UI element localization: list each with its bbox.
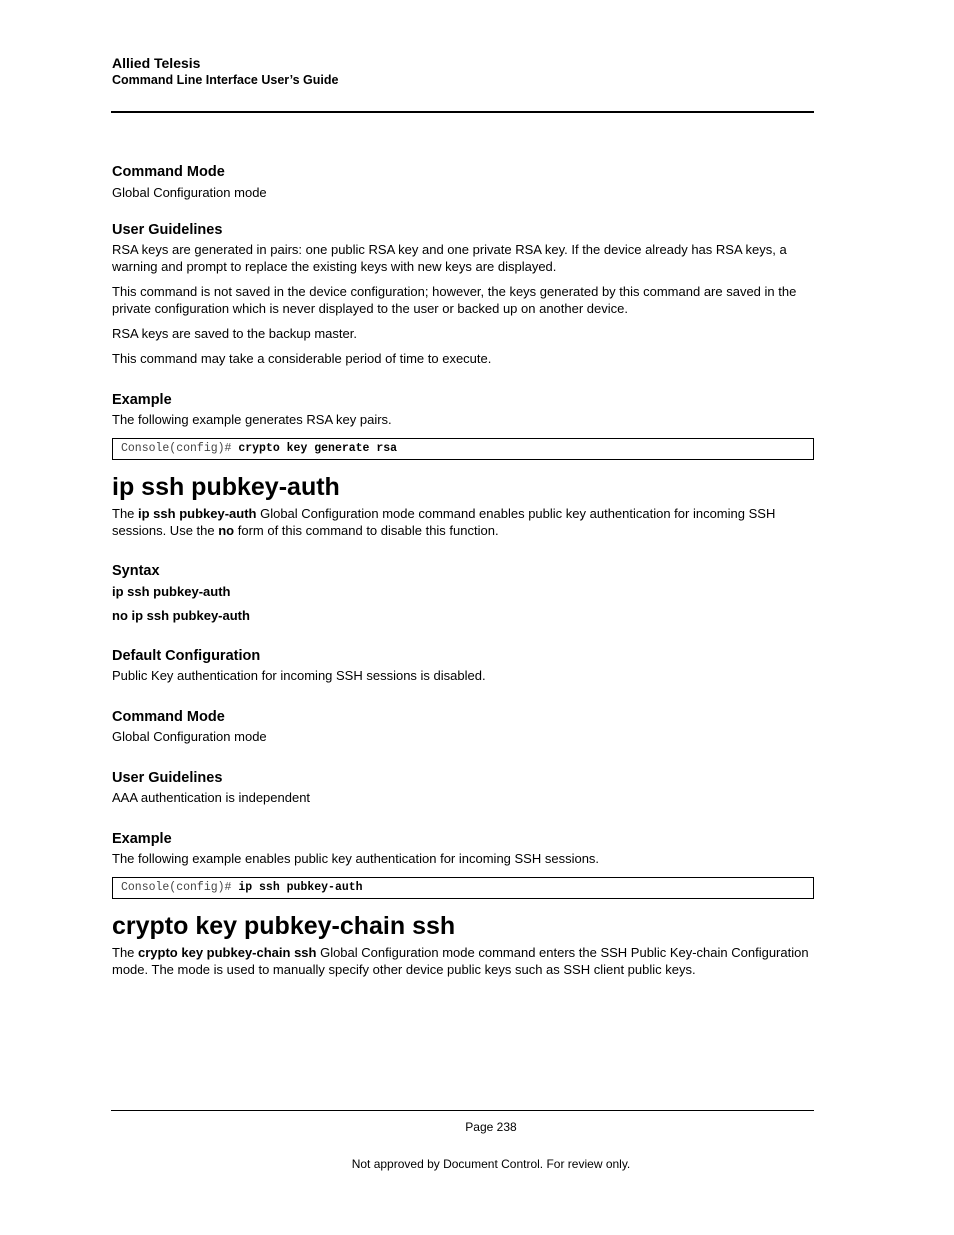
syntax-heading: Syntax [112, 563, 160, 579]
user-guidelines-heading: User Guidelines [112, 770, 223, 786]
section-title-ip-ssh-pubkey-auth: ip ssh pubkey-auth [112, 473, 340, 501]
code-example-box [112, 877, 814, 899]
page-header [112, 55, 338, 89]
header-company: Allied Telesis [112, 55, 201, 71]
default-configuration-text: Public Key authentication for incoming SSH sessions is disabled. [112, 668, 486, 683]
header-guide-title: Command Line Interface User’s Guide [112, 73, 339, 87]
code-command: crypto key generate rsa [238, 442, 398, 455]
guidelines-paragraph: AAA authentication is independent [112, 790, 311, 805]
guidelines-paragraph: RSA keys are saved to the backup master. [112, 326, 357, 341]
command-mode-heading: Command Mode [112, 709, 225, 725]
example-heading: Example [112, 831, 172, 847]
default-configuration-heading: Default Configuration [112, 648, 261, 664]
code-prompt: Console(config)# [121, 442, 239, 455]
example-heading: Example [112, 392, 172, 408]
page-content [112, 163, 814, 978]
example-text: The following example enables public key authentication for incoming SSH sessions. [112, 851, 600, 866]
command-mode-text: Global Configuration mode [112, 729, 267, 744]
user-guidelines-heading: User Guidelines [112, 222, 223, 238]
code-prompt: Console(config)# [121, 881, 239, 894]
header-rule [111, 111, 814, 113]
code-example-box [112, 438, 814, 460]
section-intro: The ip ssh pubkey-auth Global Configuration mode command enables public key authentication for incoming SSH sessions. Use the no form of this command to disable this function. [112, 506, 776, 538]
syntax-line: no ip ssh pubkey-auth [112, 608, 250, 623]
footer-rule [111, 1110, 814, 1111]
command-mode-heading: Command Mode [112, 164, 225, 180]
code-command: ip ssh pubkey-auth [238, 881, 363, 894]
section-title-crypto-key-pubkey-chain-ssh: crypto key pubkey-chain ssh [112, 912, 456, 940]
command-mode-text: Global Configuration mode [112, 185, 267, 200]
syntax-line: ip ssh pubkey-auth [112, 584, 231, 599]
guidelines-paragraph: This command is not saved in the device configuration; however, the keys generated by this command are saved in the private configuration which is never displayed to the user or backed up on another device. [112, 284, 797, 316]
section-intro: The crypto key pubkey-chain ssh Global Configuration mode command enters the SSH Public Key-chain Configuration mode. The mode is used to manually specify other device public keys such as SSH client public keys. [112, 945, 809, 977]
guidelines-paragraph: This command may take a considerable period of time to execute. [112, 351, 492, 366]
page-number: Page 238 [465, 1120, 517, 1134]
review-note: Not approved by Document Control. For review only. [351, 1157, 631, 1171]
example-text: The following example generates RSA key pairs. [112, 412, 392, 427]
guidelines-paragraph: RSA keys are generated in pairs: one public RSA key and one private RSA key. If the device already has RSA keys, a warning and prompt to replace the existing keys with new keys are displayed. [112, 242, 787, 274]
